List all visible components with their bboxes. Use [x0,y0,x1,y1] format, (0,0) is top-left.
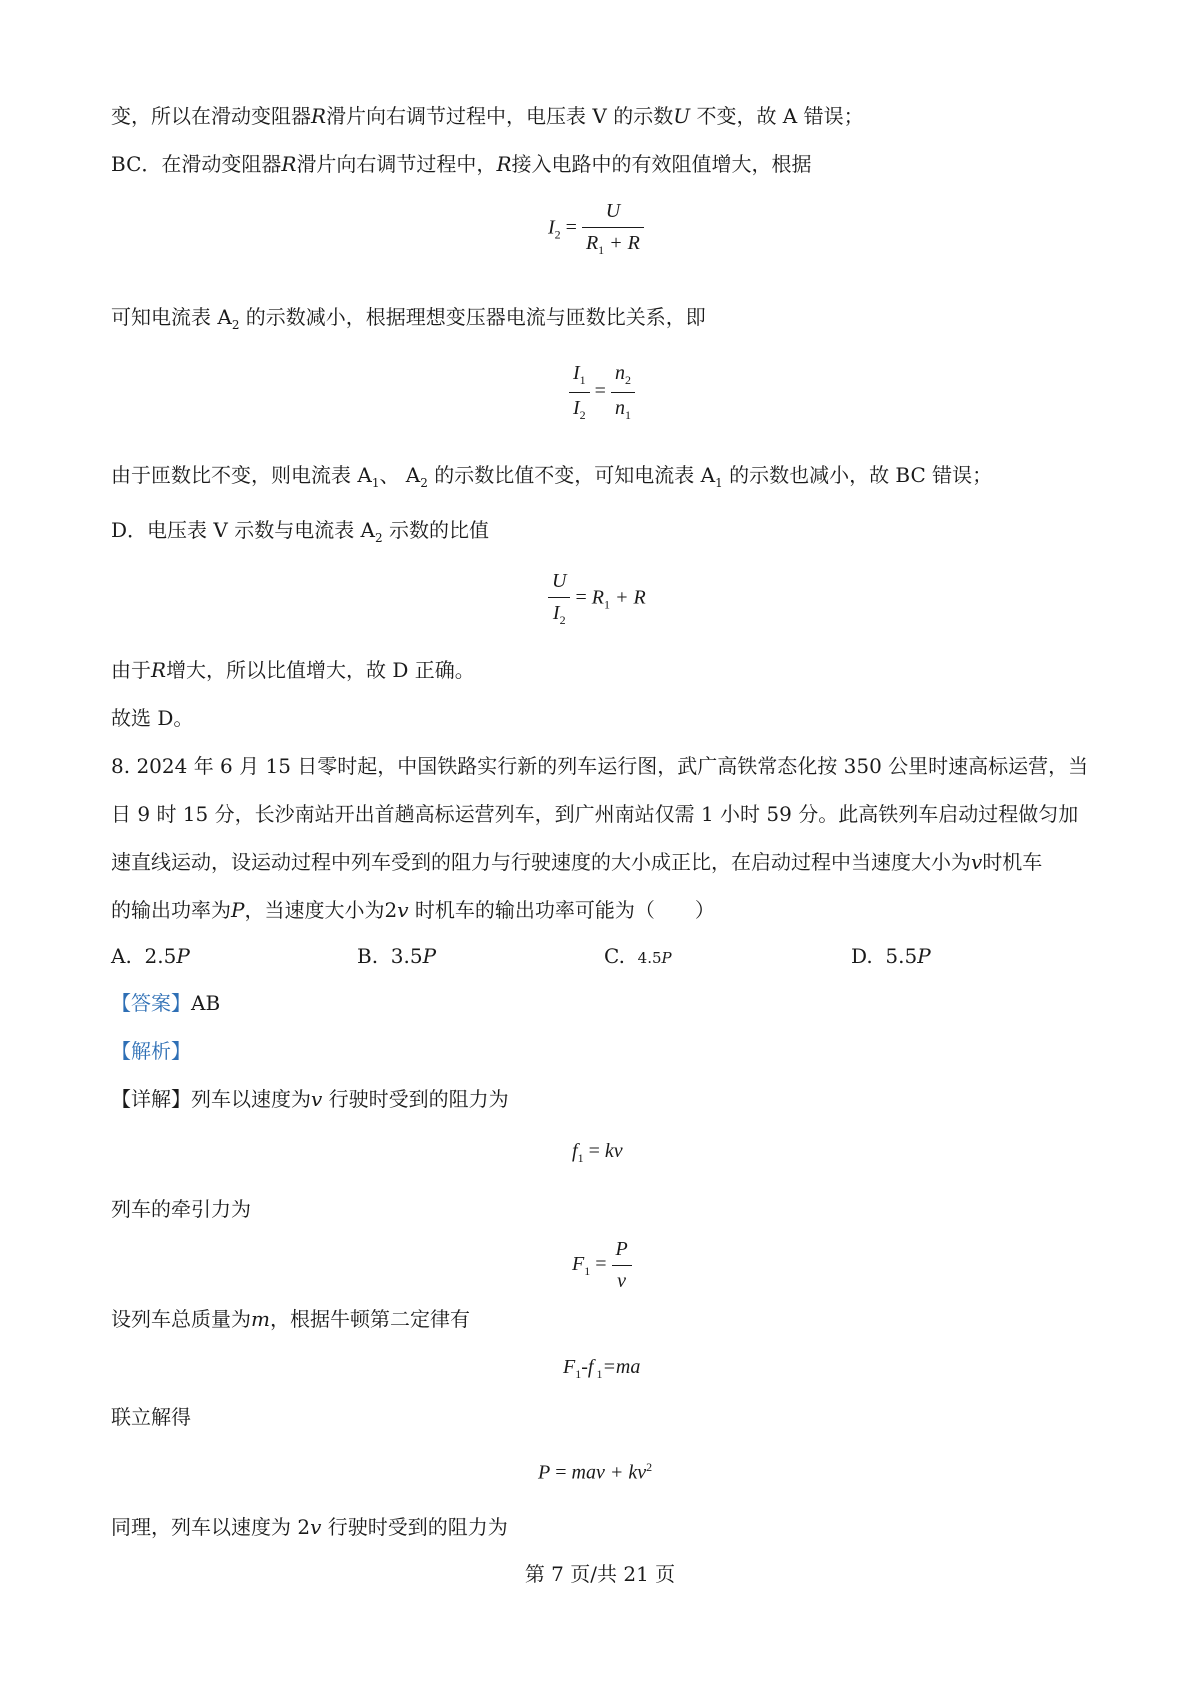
eq-symbol: + R [604,232,640,254]
text-line-7: 故选 D。 [111,706,194,730]
answer-line [111,989,220,1017]
equation-f1: $f_1$ = kv [572,1140,623,1165]
eq-symbol: P [538,1461,551,1484]
fraction [548,570,570,628]
option-var: P [917,944,931,968]
equation-i2: $I_2$ = $\frac{U}{R_1 + R}$ [548,200,644,258]
eq-subscript: 1 [593,1367,603,1381]
option-label: C. [604,944,625,968]
eq-superscript: 2 [646,1460,653,1474]
text: 同理，列车以速度为 2 [111,1515,311,1539]
text: 的输出功率为 [111,898,231,922]
text-line-3 [111,303,706,339]
answer-tag: 【答案】 [111,991,191,1015]
denominator: v [617,1270,627,1292]
var-R: R [151,658,167,682]
subscript: 2 [375,531,383,545]
eq-symbol: F [572,1253,585,1276]
option-d [851,942,931,970]
equation-F1: $F_1$ = $\frac{P}{v}$ [572,1238,632,1293]
fraction [611,362,635,423]
text: 、 A [379,463,421,487]
equation-turns-ratio: $\frac{I_1}{I_2}$ = $\frac{n_2}{n_1}$ [569,362,635,423]
text: 可知电流表 A [111,305,232,329]
text: ，根据牛顿第二定律有 [269,1307,470,1331]
option-var: P [176,944,190,968]
eq-symbol: I [548,216,555,239]
option-label: D. [851,944,873,968]
text: 行驶时受到的阻力为 [322,1087,509,1111]
eq-subscript: 2 [624,373,631,387]
option-b [357,942,436,970]
eq-subscript: 1 [624,408,631,422]
var-R: R [311,104,327,128]
eq-subscript: 2 [554,227,561,242]
option-label: A. [111,944,132,968]
option-value: 4.5 [637,949,662,967]
eq-subscript: 1 [575,1367,582,1381]
fraction [612,1238,632,1293]
eq-symbol: =ma [602,1356,641,1378]
question-8-line-1: 8. 2024 年 6 月 15 日零时起，中国铁路实行新的列车运行图，武广高铁常态化按 350 公里时速高标运营，当 [111,754,1089,778]
fraction [569,362,590,423]
analysis-tag: 【解析】 [111,1039,191,1063]
detail-line-5 [111,1513,508,1541]
eq-symbol: f [572,1140,578,1162]
eq-symbol: R [591,586,604,609]
text: 速直线运动，设运动过程中列车受到的阻力与行驶速度的大小成正比，在启动过程中当速度大小为 [111,850,971,874]
text-line-6 [111,656,475,684]
eq-subscript: 1 [598,243,605,257]
option-a [111,942,190,970]
text: BC．在滑动变阻器 [111,152,282,176]
text: 不变，故 A 错误； [690,104,864,128]
eq-subscript: 1 [584,1264,591,1279]
option-value: 5.5 [885,944,918,968]
equation-ratio: $\frac{U}{I_2}$ = $R_1 + R$ [548,570,646,628]
var-R: R [496,152,512,176]
eq-symbol: mav + kv [571,1461,647,1484]
answer-value: AB [191,991,221,1015]
text: 行驶时受到的阻力为 [321,1515,508,1539]
numerator [569,362,590,393]
text-line-4 [111,461,992,497]
option-var: P [661,949,672,967]
option-value: 2.5 [144,944,177,968]
text: 变，所以在滑动变阻器 [111,104,311,128]
equation-newton [563,1356,640,1382]
subscript: 2 [420,476,428,490]
page-footer: 第 7 页/共 21 页 [524,1562,676,1586]
var-v: v [397,898,409,922]
var-v: v [971,850,983,874]
eq-symbol: F [563,1356,576,1378]
eq-symbol: R [585,232,599,254]
var-v: v [310,1515,322,1539]
eq-symbol: n [614,397,625,419]
detail-line-1 [111,1085,509,1113]
option-c [604,942,672,972]
fraction [582,200,644,258]
numerator [611,362,635,393]
numerator: U [548,570,570,598]
eq-symbol: n [614,362,625,384]
text: 设列车总质量为 [111,1307,251,1331]
text: 示数的比值 [382,518,489,542]
eq-subscript: 2 [579,408,586,422]
denominator [548,598,570,628]
text: ，当速度大小为2 [244,898,398,922]
equation-power: P = mav + $kv^2$ [538,1460,653,1484]
text: 滑片向右调节过程中，电压表 V 的示数 [326,104,674,128]
detail-line-3 [111,1305,470,1333]
text-line-1 [111,102,864,130]
text: 时机车的输出功率可能为（ ） [408,898,715,922]
denominator [611,393,635,423]
text-line-5 [111,516,489,552]
text: 滑片向右调节过程中， [296,152,497,176]
subscript: 1 [371,476,380,490]
eq-subscript: 2 [559,613,566,627]
denominator [582,228,644,258]
subscript: 2 [231,318,240,332]
eq-symbol: I [573,397,580,419]
text: 【详解】列车以速度为 [111,1087,311,1111]
var-m: m [251,1307,270,1331]
text: 接入电路中的有效阻值增大，根据 [511,152,812,176]
text: 的示数比值不变，可知电流表 A [427,463,716,487]
option-value: 3.5 [390,944,423,968]
numerator: U [582,200,644,228]
eq-symbol: -f [581,1356,594,1378]
question-8-line-2: 日 9 时 15 分，长沙南站开出首趟高标运营列车，到广州南站仅需 1 小时 59 分。此高铁列车启动过程做匀加 [111,802,1079,826]
denominator [569,393,590,423]
eq-symbol: + R [609,586,646,609]
var-P: P [231,898,245,922]
eq-subscript: 1 [603,597,610,612]
detail-line-2: 列车的牵引力为 [111,1197,251,1221]
text: 的示数减小，根据理想变压器电流与匝数比关系，即 [239,305,706,329]
numerator: P [612,1238,632,1266]
eq-subscript: 1 [579,373,586,387]
text: 由于匝数比不变，则电流表 A [111,463,372,487]
eq-symbol: kv [604,1140,623,1162]
var-U: U [673,104,691,128]
eq-subscript: 1 [577,1151,584,1165]
question-8-line-3 [111,848,1042,876]
detail-line-4: 联立解得 [111,1405,191,1429]
text-line-2 [111,150,812,178]
text: 时机车 [982,850,1043,874]
subscript: 1 [715,476,723,490]
option-var: P [422,944,437,968]
text: 增大，所以比值增大，故 D 正确。 [166,658,475,682]
var-v: v [311,1087,323,1111]
text: 由于 [111,658,151,682]
question-8-line-4 [111,896,715,924]
eq-symbol: I [573,362,580,384]
option-label: B. [357,944,379,968]
text: D．电压表 V 示数与电流表 A [111,518,375,542]
var-R: R [281,152,297,176]
text: 的示数也减小，故 BC 错误； [722,463,993,487]
eq-symbol: I [552,602,560,624]
